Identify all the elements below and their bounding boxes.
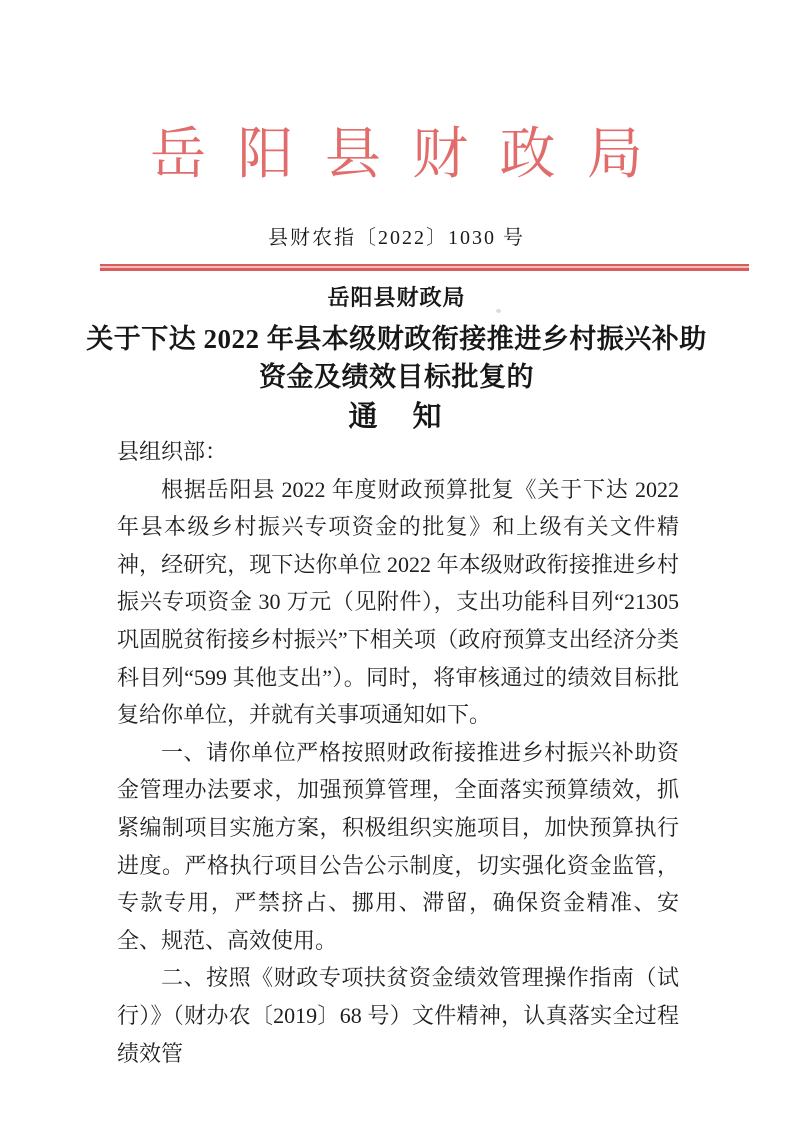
agency-letterhead: 岳阳县财政局 <box>150 124 675 186</box>
document-title <box>0 286 793 435</box>
salutation: 县组织部： <box>117 439 228 464</box>
title-notice-label: 通 知 <box>348 401 445 433</box>
title-agency-line: 岳阳县财政局 <box>327 285 466 310</box>
paragraph-item-2: 二、按照《财政专项扶贫资金绩效管理操作指南（试行）》（财办农〔2019〕68 号）文件精神，认真落实全过程绩效管 <box>117 965 679 1066</box>
document-body <box>117 433 679 1072</box>
document-number: 县财农指〔2022〕1030 号 <box>268 227 525 249</box>
title-subject-line-1: 关于下达 2022 年县本级财政衔接推进乡村振兴补助 <box>86 324 707 354</box>
paragraph-item-1: 一、请你单位严格按照财政衔接推进乡村振兴补助资金管理办法要求，加强预算管理，全面落实预算绩效，抓紧编制项目实施方案，积极组织实施项目，加快预算执行进度。严格执行项目公告公示制度，切实强化资金监管，专款专用，严禁挤占、挪用、滞留，确保资金精准、安全、规范、高效使用。 <box>117 739 679 953</box>
red-divider-line <box>100 264 749 271</box>
title-subject-line-2: 资金及绩效目标批复的 <box>259 362 534 392</box>
paragraph-basis-and-allocation: 根据岳阳县 2022 年度财政预算批复《关于下达 2022 年县本级乡村振兴专项资金的批复》和上级有关文件精神，经研究，现下达你单位 2022 年本级财政衔接推进乡村振兴专项资金 30 万元（见附件），支出功能科目列“21305 巩固脱贫衔接乡村振兴”下相关项（政府预算支出经济分类科目列“599 其他支出”）。同时，将审核通过的绩效目标批复给你单位，并就有关事项通知如下。 <box>117 476 679 728</box>
